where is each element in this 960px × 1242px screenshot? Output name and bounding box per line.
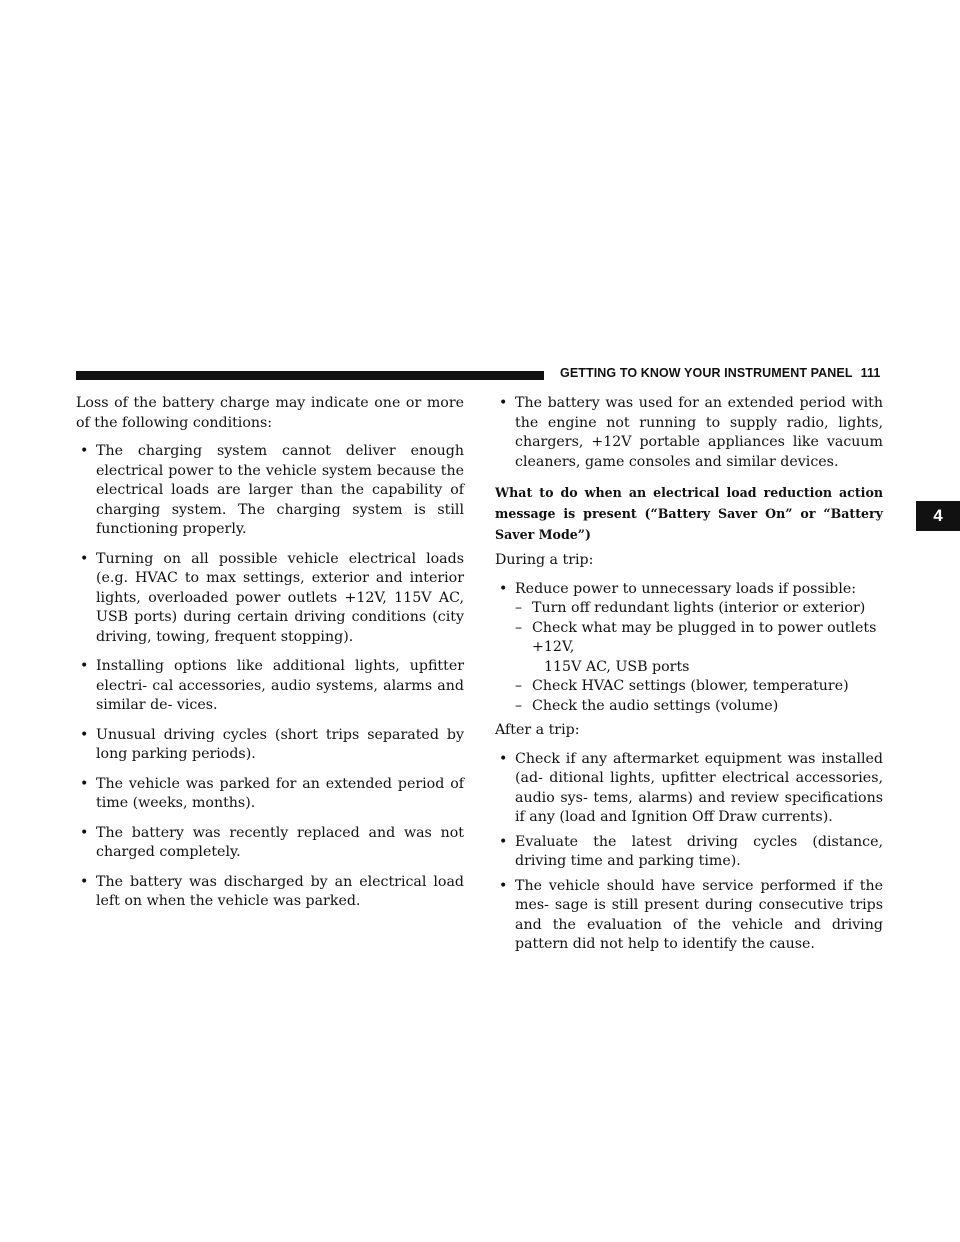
- sublist-item-text: Check what may be plugged in to power outlets +12V,: [532, 619, 877, 655]
- conditions-list-continued: [495, 394, 883, 472]
- after-trip-label: After a trip:: [495, 722, 580, 738]
- header-title: GETTING TO KNOW YOUR INSTRUMENT PANEL: [560, 366, 853, 380]
- list-item: • Evaluate the latest driving cycles (distance, driving time and parking time).: [495, 833, 883, 872]
- list-item: • The charging system cannot deliver enough electrical power to the vehicle system because the electrical loads are larger than the capability of charging system. The charging system is still functioning properly.: [76, 442, 464, 540]
- list-item-text: Reduce power to unnecessary loads if possible:: [515, 580, 857, 597]
- list-item: • The vehicle was parked for an extended period of time (weeks, months).: [76, 775, 464, 814]
- during-trip-label: During a trip:: [495, 552, 594, 568]
- sublist-item: [515, 619, 883, 678]
- header-rule: [76, 371, 544, 380]
- list-item: • The battery was discharged by an electrical load left on when the vehicle was parked.: [76, 873, 464, 912]
- after-trip-list: [495, 750, 883, 955]
- section-heading: What to do when an electrical load reduction action message is present (“Battery Saver On” or “Battery Saver Mode”): [495, 485, 883, 542]
- list-item: • The vehicle should have service performed if the mes- sage is still present during consecutive trips and the evaluation of the vehicle and driving pattern did not help to identify the cause.: [495, 877, 883, 955]
- sublist-item: – Check the audio settings (volume): [515, 697, 883, 717]
- sublist-item: – Turn off redundant lights (interior or exterior): [515, 599, 883, 619]
- during-trip-sublist: [515, 599, 883, 716]
- during-trip-list: [495, 580, 883, 717]
- list-item: • Turning on all possible vehicle electrical loads (e.g. HVAC to max settings, exterior and interior lights, overloaded power outlets +12V, 115V AC, USB ports) during certain driving conditions (city driving, towing, frequent stopping).: [76, 550, 464, 648]
- conditions-list: [76, 442, 464, 912]
- intro-paragraph: Loss of the battery charge may indicate one or more of the following conditions:: [76, 395, 464, 431]
- sublist-item-continuation: 115V AC, USB ports: [544, 658, 690, 675]
- list-item: • Check if any aftermarket equipment was installed (ad- ditional lights, upfitter electrical accessories, audio sys- tems, alarms) and review specifications if any (load and Ignition Off Draw currents).: [495, 750, 883, 828]
- page-number: 111: [860, 366, 881, 380]
- left-column: [76, 394, 464, 922]
- list-item: • The battery was used for an extended period with the engine not running to supply radio, lights, chargers, +12V portable appliances like vacuum cleaners, game consoles and similar devices.: [495, 394, 883, 472]
- chapter-tab: 4: [916, 501, 960, 531]
- running-header: [560, 366, 880, 380]
- right-column: [495, 394, 883, 960]
- sublist-item: – Check HVAC settings (blower, temperature): [515, 677, 883, 697]
- list-item: • The battery was recently replaced and was not charged completely.: [76, 824, 464, 863]
- list-item: • Installing options like additional lights, upfitter electri- cal accessories, audio systems, alarms and similar de- vices.: [76, 657, 464, 716]
- list-item: • Unusual driving cycles (short trips separated by long parking periods).: [76, 726, 464, 765]
- list-item: [495, 580, 883, 717]
